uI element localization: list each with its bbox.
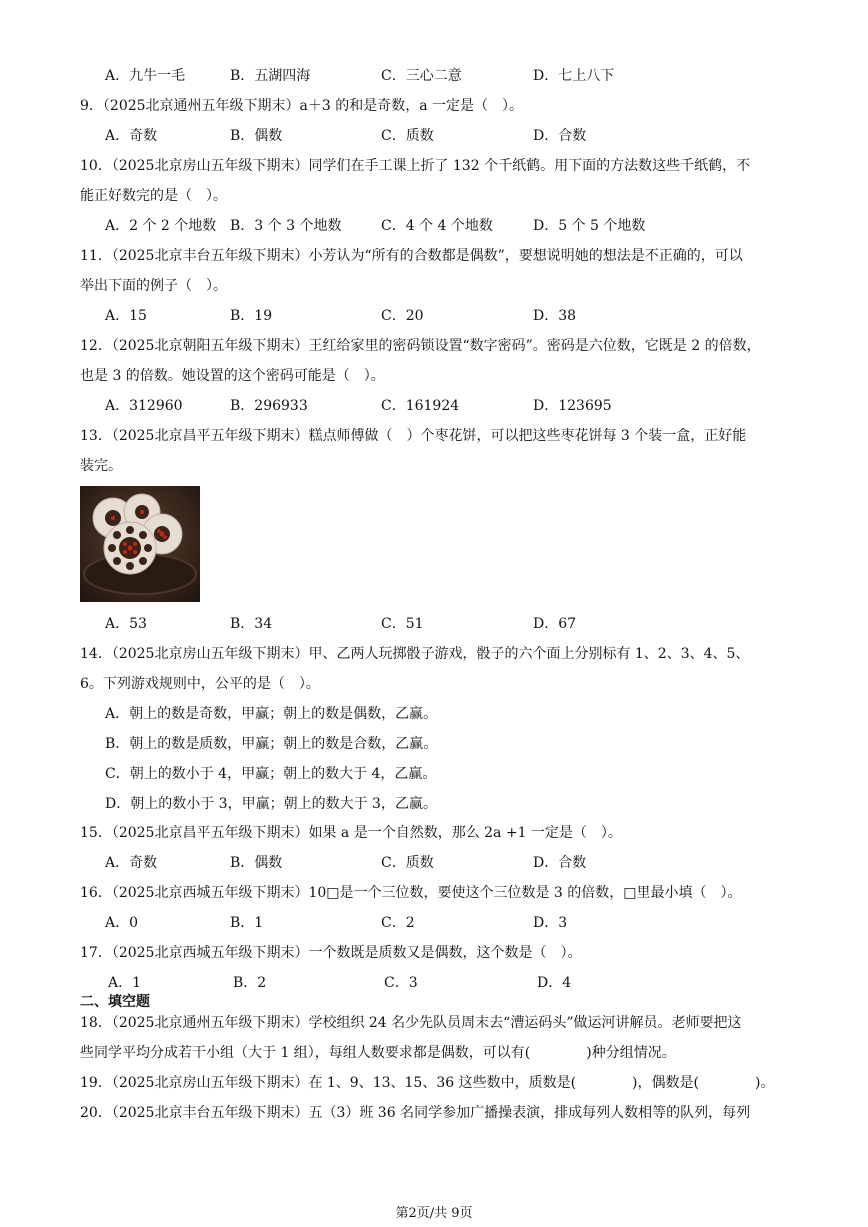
q17-option-c: C．3 (384, 975, 418, 991)
q9-option-d: D．合数 (533, 128, 587, 144)
q15-option-c: C．质数 (381, 855, 434, 871)
q15-stem: 15．（2025北京昌平五年级下期末）如果 a 是一个自然数，那么 2a +1 一定是（ ）。 (80, 825, 622, 841)
section-heading-fill-in: 二、填空题 (80, 994, 150, 1010)
q13-stem: 13．（2025北京昌平五年级下期末）糕点师傅做（ ）个枣花饼，可以把这些枣花饼每 3 个装一盒，正好能 (80, 428, 747, 444)
q14-option-d: D．朝上的数小于 3，甲赢；朝上的数大于 3，乙赢。 (105, 796, 437, 812)
q13-stem-cont: 装完。 (80, 458, 122, 474)
q12-option-d: D．123695 (533, 398, 612, 414)
q11-option-b: B．19 (230, 308, 273, 324)
q8-options (0, 66, 868, 86)
q8-option-c: C．三心二意 (381, 68, 462, 84)
q17-option-b: B．2 (233, 975, 267, 991)
q17-option-d: D．4 (537, 975, 572, 991)
q19-stem: 19．（2025北京房山五年级下期末）在 1、9、13、15、36 这些数中，质数是( )，偶数是( )。 (80, 1075, 775, 1091)
q10-stem: 10．（2025北京房山五年级下期末）同学们在手工课上折了 132 个千纸鹤。用下面的方法数这些千纸鹤，不 (80, 158, 751, 174)
q10-option-c: C．4 个 4 个地数 (381, 218, 493, 234)
q14-option-b: B．朝上的数是质数，甲赢；朝上的数是合数，乙赢。 (105, 736, 438, 752)
q9-option-a: A．奇数 (105, 128, 158, 144)
q11-stem: 11．（2025北京丰台五年级下期末）小芳认为“所有的合数都是偶数”，要想说明她的想法是不正确的，可以 (80, 248, 743, 264)
q10-option-a: A．2 个 2 个地数 (105, 218, 217, 234)
q14-stem-cont: 6。下列游戏规则中，公平的是（ ）。 (80, 676, 320, 692)
q10-options (0, 216, 868, 236)
q11-option-c: C．20 (381, 308, 424, 324)
q15-option-a: A．奇数 (105, 855, 158, 871)
q9-options (0, 126, 868, 146)
q13-option-d: D．67 (533, 616, 577, 632)
jujube-flower-cake-photo (80, 486, 200, 602)
q9-stem: 9．（2025北京通州五年级下期末）a＋3 的和是奇数，a 一定是（ ）。 (80, 98, 524, 114)
q9-option-b: B．偶数 (230, 128, 283, 144)
q12-option-b: B．296933 (230, 398, 308, 414)
q11-option-a: A．15 (105, 308, 147, 324)
q8-option-d: D．七上八下 (533, 68, 615, 84)
q16-option-d: D．3 (533, 915, 568, 931)
q10-stem-cont: 能正好数完的是（ ）。 (80, 188, 227, 204)
q15-option-b: B．偶数 (230, 855, 283, 871)
q12-stem: 12．（2025北京朝阳五年级下期末）王红给家里的密码锁设置“数字密码”。密码是六位数，它既是 2 的倍数， (80, 338, 761, 354)
q11-option-d: D．38 (533, 308, 577, 324)
q10-option-d: D．5 个 5 个地数 (533, 218, 646, 234)
q14-option-c: C．朝上的数小于 4，甲赢；朝上的数大于 4，乙赢。 (105, 766, 437, 782)
page-number-footer: 第2页/共 9页 (395, 1206, 473, 1221)
q16-options (0, 913, 868, 933)
q18-stem: 18．（2025北京通州五年级下期末）学校组织 24 名少先队员周末去“漕运码头”做运河讲解员。老师要把这 (80, 1015, 742, 1031)
q17-options (0, 973, 868, 993)
q10-option-b: B．3 个 3 个地数 (230, 218, 342, 234)
q17-option-a: A．1 (108, 975, 142, 991)
q12-option-a: A．312960 (105, 398, 183, 414)
q8-option-b: B．五湖四海 (230, 68, 311, 84)
q14-stem: 14．（2025北京房山五年级下期末）甲、乙两人玩掷骰子游戏，骰子的六个面上分别标有 1、2、3、4、5、 (80, 646, 750, 662)
q14-option-a: A．朝上的数是奇数，甲赢；朝上的数是偶数，乙赢。 (105, 706, 438, 722)
q16-stem: 16．（2025北京西城五年级下期末）10□是一个三位数，要使这个三位数是 3 的倍数，□里最小填（ ）。 (80, 885, 742, 901)
q13-options (0, 614, 868, 634)
q12-options (0, 396, 868, 416)
q15-options (0, 853, 868, 873)
q11-options (0, 306, 868, 326)
q11-stem-cont: 举出下面的例子（ ）。 (80, 278, 227, 294)
q20-stem: 20．（2025北京丰台五年级下期末）五（3）班 36 名同学参加广播操表演，排成每列人数相等的队列，每列 (80, 1105, 751, 1121)
q16-option-c: C．2 (381, 915, 415, 931)
q18-stem-cont: 些同学平均分成若干小组（大于 1 组），每组人数要求都是偶数，可以有( )种分组情况。 (80, 1045, 676, 1061)
q13-option-b: B．34 (230, 616, 273, 632)
q13-option-a: A．53 (105, 616, 147, 632)
q15-option-d: D．合数 (533, 855, 587, 871)
q13-option-c: C．51 (381, 616, 424, 632)
q16-option-b: B．1 (230, 915, 264, 931)
q16-option-a: A．0 (105, 915, 139, 931)
q9-option-c: C．质数 (381, 128, 434, 144)
q8-option-a: A．九牛一毛 (105, 68, 186, 84)
q12-stem-cont: 也是 3 的倍数。她设置的这个密码可能是（ ）。 (80, 368, 385, 384)
q17-stem: 17．（2025北京西城五年级下期末）一个数既是质数又是偶数，这个数是（ ）。 (80, 945, 582, 961)
q12-option-c: C．161924 (381, 398, 460, 414)
